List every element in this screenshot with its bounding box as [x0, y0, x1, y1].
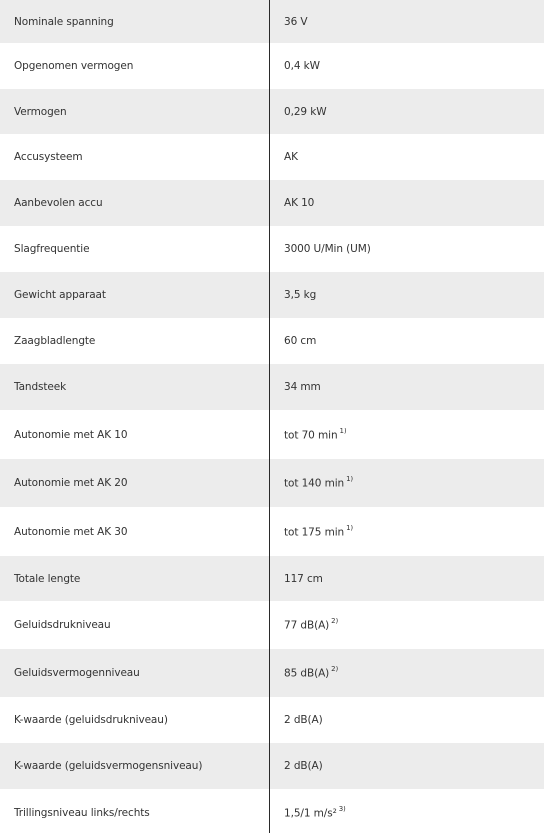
- spec-row: [0, 364, 544, 410]
- spec-label: Opgenomen vermogen: [14, 60, 134, 72]
- spec-value-text: tot 70 min: [284, 429, 338, 442]
- spec-row: [0, 89, 544, 134]
- spec-value: [269, 806, 544, 820]
- spec-value: [269, 335, 544, 347]
- spec-value-text: 85 dB(A): [284, 667, 330, 680]
- spec-label: Tandsteek: [14, 381, 67, 393]
- spec-label: Zaagbladlengte: [14, 335, 96, 347]
- spec-row: [0, 43, 544, 89]
- spec-label: Gewicht apparaat: [14, 289, 106, 301]
- spec-label: Vermogen: [14, 105, 67, 118]
- spec-label: Autonomie met AK 30: [14, 525, 128, 538]
- spec-value: [269, 151, 544, 163]
- spec-label: Geluidsvermogenniveau: [14, 667, 140, 679]
- spec-value-text: 0,4 kW: [284, 60, 320, 72]
- footnote-marker: 1): [346, 476, 354, 484]
- spec-value-text: tot 140 min: [284, 477, 345, 490]
- spec-value: [269, 476, 544, 490]
- spec-label: Autonomie met AK 10: [14, 428, 128, 441]
- spec-label: Slagfrequentie: [14, 243, 90, 255]
- spec-label: Totale lengte: [14, 572, 81, 585]
- spec-value: [269, 60, 544, 72]
- spec-value-text: 77 dB(A): [284, 619, 330, 632]
- spec-value-text: 1,5/1 m/s²: [284, 807, 337, 820]
- spec-value: [269, 525, 544, 539]
- spec-row: [0, 180, 544, 226]
- spec-value-text: tot 175 min: [284, 526, 345, 539]
- column-divider: [269, 0, 270, 833]
- spec-value-text: 34 mm: [284, 381, 321, 393]
- spec-value: [269, 197, 544, 209]
- spec-row: [0, 601, 544, 649]
- spec-row: [0, 743, 544, 789]
- spec-row: [0, 697, 544, 743]
- spec-value-text: 3000 U/Min (UM): [284, 243, 371, 255]
- spec-row: [0, 226, 544, 272]
- spec-value-text: 0,29 kW: [284, 105, 327, 118]
- spec-row: [0, 507, 544, 556]
- spec-value-text: 3,5 kg: [284, 289, 317, 301]
- spec-label: K-waarde (geluidsvermogensniveau): [14, 760, 203, 772]
- spec-value: [269, 428, 544, 442]
- footnote-marker: 3): [338, 806, 346, 814]
- spec-value-text: AK: [284, 151, 298, 163]
- spec-value: [269, 106, 544, 118]
- spec-row: [0, 459, 544, 507]
- spec-row: [0, 134, 544, 180]
- spec-value: [269, 289, 544, 301]
- spec-value-text: 117 cm: [284, 572, 323, 585]
- spec-value: [269, 243, 544, 255]
- spec-row: [0, 789, 544, 837]
- spec-row: [0, 410, 544, 459]
- spec-value: [269, 573, 544, 585]
- spec-label: K-waarde (geluidsdrukniveau): [14, 714, 168, 726]
- spec-value: [269, 760, 544, 772]
- spec-row: [0, 272, 544, 318]
- spec-row: [0, 556, 544, 601]
- spec-value: [269, 618, 544, 632]
- spec-label: Geluidsdrukniveau: [14, 619, 111, 631]
- spec-value-text: 60 cm: [284, 335, 317, 347]
- spec-value: [269, 381, 544, 393]
- spec-label: Aanbevolen accu: [14, 197, 103, 209]
- spec-value-text: 2 dB(A): [284, 760, 323, 772]
- spec-value-text: 36 V: [284, 15, 308, 28]
- footnote-marker: 1): [346, 524, 354, 532]
- spec-value-text: 2 dB(A): [284, 714, 323, 726]
- spec-row: [0, 318, 544, 364]
- footnote-marker: 2): [331, 618, 339, 626]
- spec-value-text: AK 10: [284, 197, 315, 209]
- footnote-marker: 2): [331, 666, 339, 674]
- spec-value: [269, 714, 544, 726]
- spec-value: [269, 666, 544, 680]
- spec-label: Nominale spanning: [14, 15, 114, 28]
- footnote-marker: 1): [339, 427, 347, 435]
- spec-row: [0, 649, 544, 697]
- spec-label: Trillingsniveau links/rechts: [14, 807, 150, 819]
- spec-label: Autonomie met AK 20: [14, 477, 128, 489]
- spec-row: [0, 0, 544, 43]
- spec-value: [269, 16, 544, 28]
- spec-label: Accusysteem: [14, 151, 83, 163]
